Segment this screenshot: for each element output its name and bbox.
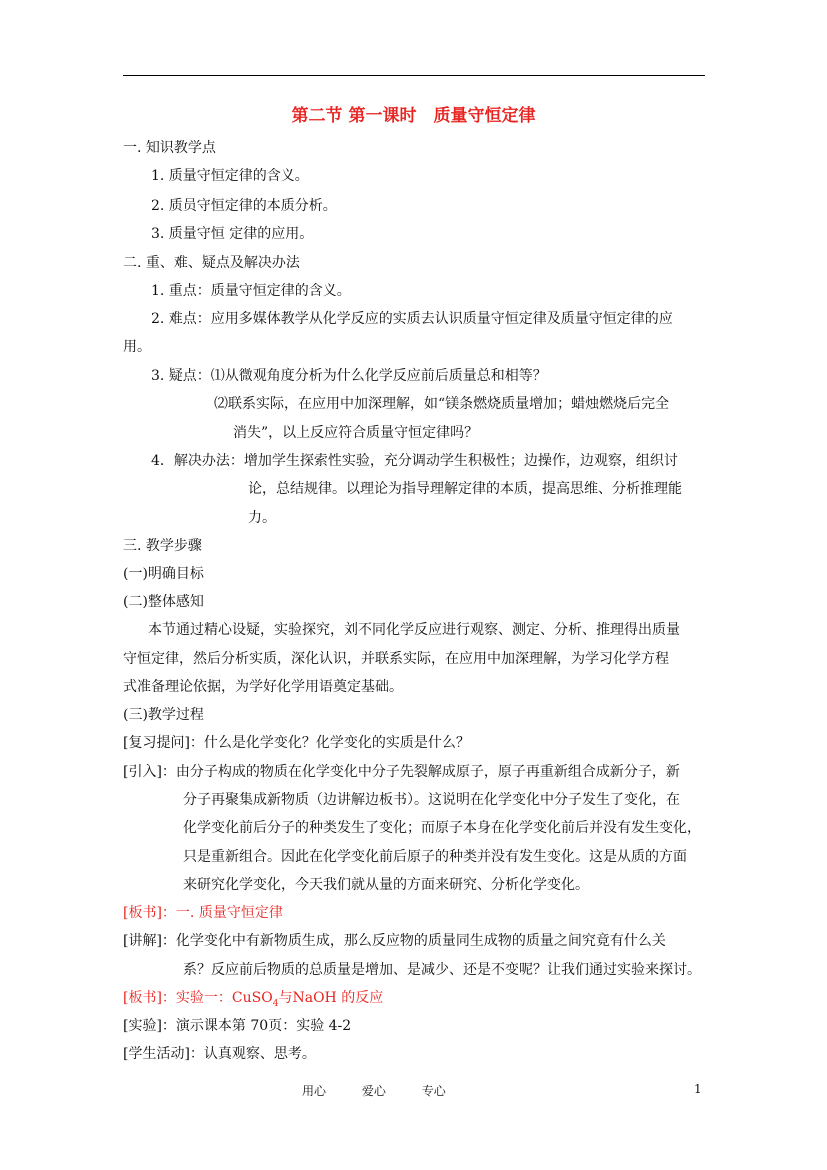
intro-line: 分子再聚集成新物质（边讲解边板书）。这说明在化学变化中分子发生了变化，在 (183, 792, 680, 808)
difficult-point: 2. 难点：应用多媒体教学从化学反应的实质去认识质量守恒定律及质量守恒定律的应 (151, 311, 673, 327)
solution-cont: 论，总结规律。以理论为指导理解定律的本质，提高思维、分析推理能 (248, 481, 682, 497)
paragraph-line: 式准备理论依据，为学好化学用语奠定基础。 (123, 679, 403, 695)
paragraph-line: 守恒定律，然后分析实质，深化认识，并联系实际，在应用中加深理解，为学习化学方程 (123, 651, 669, 667)
intro-line: [引入]：由分子构成的物质在化学变化中分子先裂解成原子，原子再重新组合成新分子，新 (123, 764, 680, 780)
list-item: 2. 质员守恒定律的本质分析。 (151, 198, 337, 214)
section-heading-1: 一. 知识教学点 (123, 140, 216, 156)
doubt-point: 3. 疑点：⑴从微观角度分析为什么化学反应前后质量总和相等？ (151, 368, 547, 384)
list-item: 3. 质量守恒 定律的应用。 (151, 226, 314, 242)
lecture-line: [讲解]：化学变化中有新物质生成，那么反应物的质量同生成物的质量之间究竟有什么关 (123, 933, 666, 949)
section-heading-3: 三. 教学步骤 (123, 538, 202, 554)
page-title: 第二节 第一课时 质量守恒定律 (291, 106, 536, 126)
intro-line: 化学变化前后分子的种类发生了变化；而原子本身在化学变化前后并没有发生变化， (183, 820, 701, 836)
experiment-line: [实验]：演示课本第 70页：实验 4-2 (123, 1018, 352, 1034)
board-note-1: [板书]：一. 质量守恒定律 (123, 905, 283, 921)
intro-line: 来研究化学变化，今天我们就从量的方面来研究、分析化学变化。 (183, 877, 589, 893)
key-point: 1. 重点：质量守恒定律的含义。 (151, 283, 351, 299)
subheading-perception: (二)整体感知 (123, 594, 204, 610)
subheading-process: (三)教学过程 (123, 707, 204, 723)
doubt-point-2: ⑵联系实际，在应用中加深理解，如“镁条燃烧质量增加；蜡烛燃烧后完全 (214, 396, 670, 412)
lecture-line: 系？反应前后物质的总质量是增加、是减少、还是不变呢？让我们通过实验来探讨。 (183, 962, 701, 978)
paragraph-line: 本节通过精心设疑，实验探究，刘不同化学反应进行观察、测定、分析、推理得出质量 (148, 622, 680, 638)
header-rule (123, 75, 705, 76)
review-question: [复习提问]：什么是化学变化？化学变化的实质是什么？ (123, 735, 470, 751)
section-heading-2: 二. 重、难、疑点及解决办法 (123, 255, 300, 271)
doubt-point-2-cont: 消失”，以上反应符合质量守恒定律吗？ (233, 425, 479, 441)
page-number: 1 (694, 1082, 702, 1096)
board-note-2: [板书]：实验一：CuSO$_4$与NaOH 的反应 (123, 990, 384, 1009)
subheading-goal: (一)明确目标 (123, 566, 204, 582)
difficult-point-cont: 用。 (123, 339, 151, 355)
student-activity: [学生活动]：认真观察、思考。 (123, 1046, 316, 1062)
list-item: 1. 质量守恒定律的含义。 (151, 168, 309, 184)
solution-end: 力。 (248, 510, 276, 526)
footer-motto: 用心 爱心 专心 (302, 1084, 446, 1098)
intro-line: 只是重新组合。因此在化学变化前后原子的种类并没有发生变化。这是从质的方面 (183, 849, 687, 865)
solution: 4．解决办法：增加学生探索性实验，充分调动学生积极性；边操作，边观察，组织讨 (151, 453, 678, 469)
